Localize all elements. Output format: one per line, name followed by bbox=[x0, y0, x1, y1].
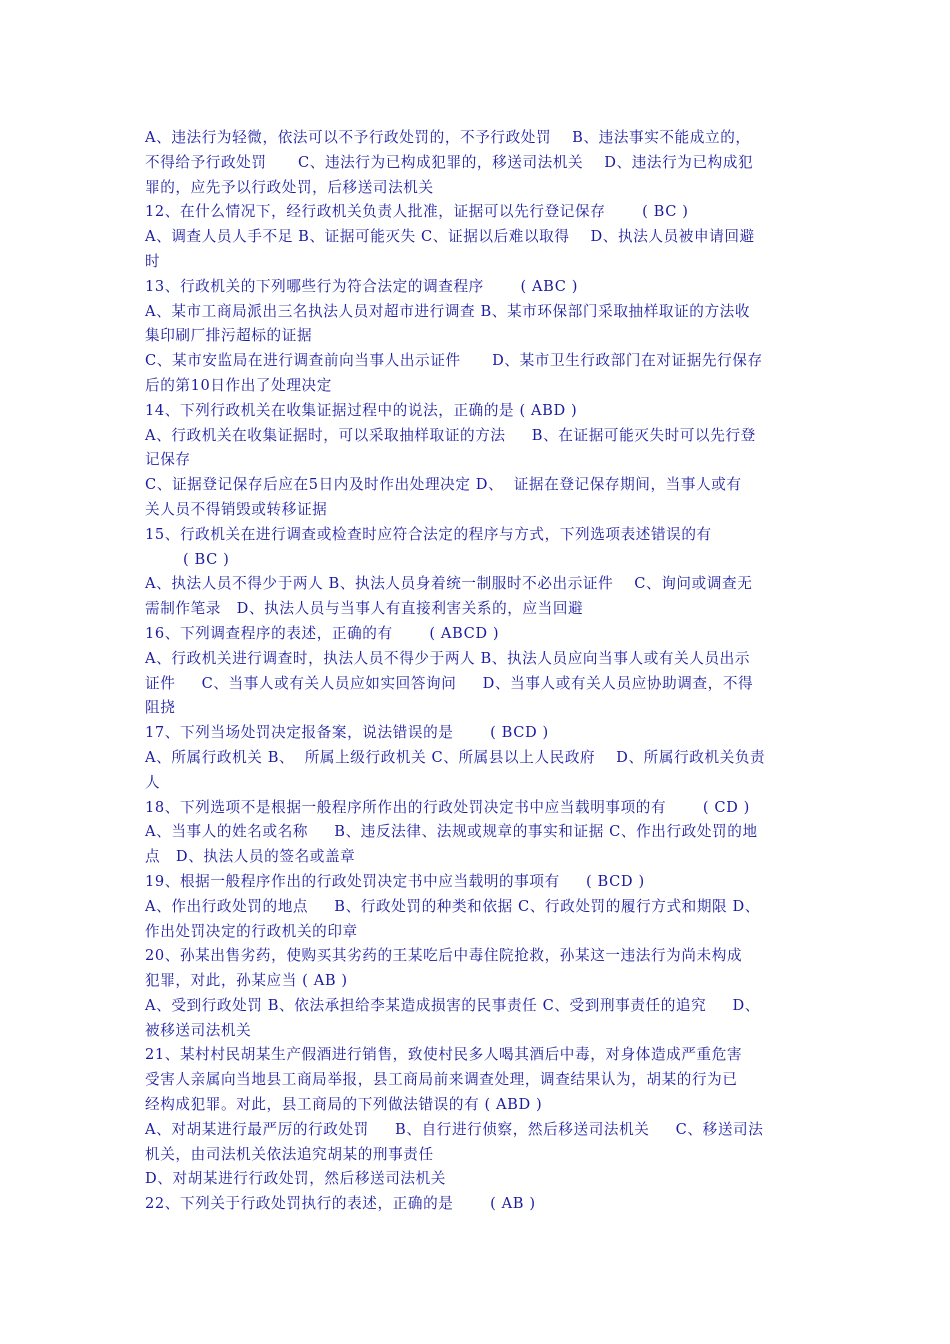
document-body bbox=[145, 126, 807, 1217]
text-line: 经构成犯罪。对此，县工商局的下列做法错误的有 ( ABD ) bbox=[145, 1096, 543, 1114]
text-line: D、对胡某进行行政处罚，然后移送司法机关 bbox=[145, 1170, 446, 1188]
question-20: 20、孙某出售劣药，使购买其劣药的王某吃后中毒住院抢救，孙某这一违法行为尚未构成 bbox=[145, 947, 743, 965]
text-line: 集印刷厂排污超标的证据 bbox=[145, 327, 313, 345]
question-15: 15、行政机关在进行调查或检查时应符合法定的程序与方式，下列选项表述错误的有 bbox=[145, 525, 712, 543]
text-line: C、证据登记保存后应在5日内及时作出处理决定 D、 证据在登记保存期间，当事人或有 bbox=[145, 476, 742, 494]
text-line: 人 bbox=[145, 773, 161, 791]
text-line: A、作出行政处罚的地点 B、行政处罚的种类和依据 C、行政处罚的履行方式和期限 D、 bbox=[145, 897, 760, 915]
text-line: A、受到行政处罚 B、依法承担给李某造成损害的民事责任 C、受到刑事责任的追究 D、 bbox=[145, 996, 760, 1014]
question-22: 22、下列关于行政处罚执行的表述，正确的是 ( AB ) bbox=[145, 1195, 536, 1213]
text-line: 机关，由司法机关依法追究胡某的刑事责任 bbox=[145, 1145, 434, 1163]
text-line: 需制作笔录 D、执法人员与当事人有直接利害关系的，应当回避 bbox=[145, 600, 584, 618]
text-line: A、当事人的姓名或名称 B、违反法律、法规或规章的事实和证据 C、作出行政处罚的地 bbox=[145, 823, 758, 841]
text-line: ( BC ) bbox=[183, 550, 230, 568]
question-17: 17、下列当场处罚决定报备案，说法错误的是 ( BCD ) bbox=[145, 724, 549, 742]
text-line: C、某市安监局在进行调查前向当事人出示证件 D、某市卫生行政部门在对证据先行保存 bbox=[145, 352, 763, 370]
text-line: A、调查人员人手不足 B、证据可能灭失 C、证据以后难以取得 D、执法人员被申请回避 bbox=[145, 228, 755, 246]
text-line: 时 bbox=[145, 252, 161, 270]
question-14: 14、下列行政机关在收集证据过程中的说法，正确的是 ( ABD ) bbox=[145, 401, 578, 419]
text-line: 犯罪，对此，孙某应当 ( AB ) bbox=[145, 972, 348, 990]
text-line: A、行政机关进行调查时，执法人员不得少于两人 B、执法人员应向当事人或有关人员出示 bbox=[145, 649, 751, 667]
text-line: 罪的，应先予以行政处罚，后移送司法机关 bbox=[145, 178, 434, 196]
text-line: 被移送司法机关 bbox=[145, 1021, 252, 1039]
text-line: 点 D、执法人员的签名或盖章 bbox=[145, 848, 356, 866]
question-13: 13、行政机关的下列哪些行为符合法定的调查程序 ( ABC ) bbox=[145, 277, 579, 295]
text-line: 关人员不得销毁或转移证据 bbox=[145, 500, 328, 518]
question-12: 12、在什么情况下，经行政机关负责人批准，证据可以先行登记保存 ( BC ) bbox=[145, 203, 689, 221]
text-line: 作出处罚决定的行政机关的印章 bbox=[145, 922, 358, 940]
text-line: A、对胡某进行最严厉的行政处罚 B、自行进行侦察，然后移送司法机关 C、移送司法 bbox=[145, 1120, 764, 1138]
text-line: 阻挠 bbox=[145, 699, 176, 717]
text-line: A、违法行为轻微，依法可以不予行政处罚的，不予行政处罚 B、违法事实不能成立的， bbox=[145, 129, 751, 146]
text-line: 后的第10日作出了处理决定 bbox=[145, 376, 332, 394]
question-18: 18、下列选项不是根据一般程序所作出的行政处罚决定书中应当载明事项的有 ( CD ) bbox=[145, 798, 750, 816]
question-19: 19、根据一般程序作出的行政处罚决定书中应当载明的事项有 ( BCD ) bbox=[145, 872, 645, 890]
text-line: A、某市工商局派出三名执法人员对超市进行调查 B、某市环保部门采取抽样取证的方法收 bbox=[145, 302, 751, 320]
text-line: 证件 C、当事人或有关人员应如实回答询问 D、当事人或有关人员应协助调查，不得 bbox=[145, 674, 754, 692]
question-16: 16、下列调查程序的表述，正确的有 ( ABCD ) bbox=[145, 624, 500, 642]
text-line: A、行政机关在收集证据时，可以采取抽样取证的方法 B、在证据可能灭失时可以先行登 bbox=[145, 426, 756, 444]
text-line: 不得给予行政处罚 C、违法行为已构成犯罪的，移送司法机关 D、违法行为已构成犯 bbox=[145, 153, 754, 171]
question-21: 21、某村村民胡某生产假酒进行销售，致使村民多人喝其酒后中毒，对身体造成严重危害 bbox=[145, 1046, 743, 1064]
text-line: 受害人亲属向当地县工商局举报，县工商局前来调查处理，调查结果认为，胡某的行为已 bbox=[145, 1071, 738, 1089]
text-line: A、执法人员不得少于两人 B、执法人员身着统一制服时不必出示证件 C、询问或调查无 bbox=[145, 575, 753, 593]
text-line: 记保存 bbox=[145, 451, 191, 469]
text-line: A、所属行政机关 B、 所属上级行政机关 C、所属县以上人民政府 D、所属行政机关负责 bbox=[145, 748, 766, 766]
